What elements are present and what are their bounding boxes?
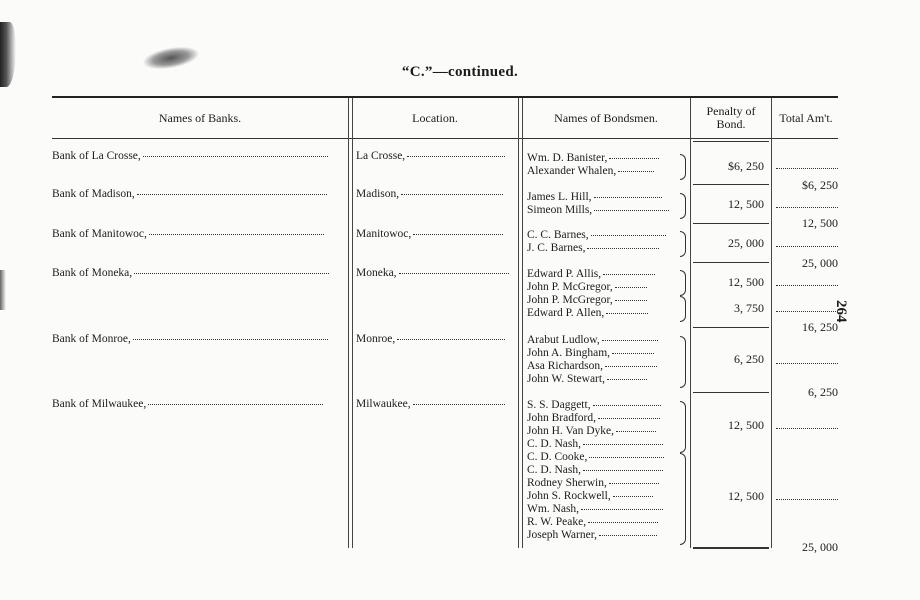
bondsman: Joseph Warner, <box>527 529 657 541</box>
penalty-value: 3, 750 <box>734 301 764 315</box>
total-value: 16, 250 <box>802 320 838 334</box>
bank-name: Bank of Manitowoc, <box>52 228 147 240</box>
column-divider <box>348 98 353 548</box>
bank-name: Bank of La Crosse, <box>52 150 141 162</box>
bondsman: John P. McGregor, <box>527 281 647 293</box>
bondsman: C. C. Barnes, <box>527 229 666 241</box>
group-brace <box>680 336 686 388</box>
total-value: $6, 250 <box>802 178 838 192</box>
bondsman: C. D. Nash, <box>527 438 663 450</box>
bondsman: James L. Hill, <box>527 191 662 203</box>
bank-location: Moneka, <box>356 267 397 279</box>
page-number: 264 <box>833 300 849 323</box>
bondsman: Edward P. Allen, <box>527 307 648 319</box>
column-divider <box>771 98 772 548</box>
header-names-of-bondsmen: Names of Bondsmen. <box>554 110 658 125</box>
bondsman: C. D. Nash, <box>527 464 663 476</box>
bondsman: John A. Bingham, <box>527 347 654 359</box>
header-location: Location. <box>412 110 458 125</box>
group-brace <box>680 296 686 322</box>
bondsman: John S. Rockwell, <box>527 490 653 502</box>
bondsman: Rodney Sherwin, <box>527 477 659 489</box>
penalty-value: 6, 250 <box>734 352 764 366</box>
bondsman: Asa Richardson, <box>527 360 657 372</box>
header-total: Total Am't. <box>779 110 833 125</box>
location-row <box>356 398 505 410</box>
bondsman: R. W. Peake, <box>527 516 658 528</box>
penalty-value: 12, 500 <box>728 489 764 503</box>
bank-row <box>52 398 323 410</box>
group-brace <box>680 193 686 219</box>
bank-row <box>52 150 328 162</box>
bank-row <box>52 188 327 200</box>
penalty-value: $6, 250 <box>728 159 764 173</box>
bondsman: Edward P. Allis, <box>527 268 655 280</box>
bank-row <box>52 333 328 345</box>
group-brace <box>680 401 686 453</box>
bank-name: Bank of Milwaukee, <box>52 398 147 410</box>
group-brace <box>680 453 686 545</box>
bondsman: Wm. D. Banister, <box>527 152 659 164</box>
location-row <box>356 267 509 279</box>
bank-name: Bank of Madison, <box>52 188 135 200</box>
page-title: “C.”—continued. <box>401 64 519 80</box>
scan-smudge <box>0 270 6 310</box>
bank-location: Manitowoc, <box>356 228 412 240</box>
bondsman: Arabut Ludlow, <box>527 334 658 346</box>
bondsman: Wm. Nash, <box>527 503 663 515</box>
location-row <box>356 333 505 345</box>
group-brace <box>680 154 686 180</box>
bondsman: J. C. Barnes, <box>527 242 659 254</box>
bank-name: Bank of Monroe, <box>52 333 131 345</box>
bondsman: Simeon Mills, <box>527 204 669 216</box>
column-divider <box>518 98 523 548</box>
penalty-value: 25, 000 <box>728 236 764 250</box>
bondsman: John W. Stewart, <box>527 373 647 385</box>
location-row <box>356 188 503 200</box>
bank-name: Bank of Moneka, <box>52 267 133 279</box>
location-row <box>356 150 505 162</box>
total-value: 25, 000 <box>802 540 838 554</box>
group-brace <box>680 231 686 257</box>
bank-row <box>52 228 324 240</box>
header-penalty-line2: Bond. <box>716 117 746 131</box>
bondsman: Alexander Whalen, <box>527 165 654 177</box>
location-row <box>356 228 503 240</box>
table-header-rule <box>52 138 838 139</box>
total-value: 12, 500 <box>802 216 838 230</box>
total-value: 6, 250 <box>808 385 838 399</box>
bondsman: S. S. Daggett, <box>527 399 661 411</box>
bondsman: John Bradford, <box>527 412 660 424</box>
total-value: 25, 000 <box>802 256 838 270</box>
bank-location: La Crosse, <box>356 150 406 162</box>
bank-location: Monroe, <box>356 333 396 345</box>
bondsman: John P. McGregor, <box>527 294 647 306</box>
column-divider <box>690 98 691 548</box>
header-names-of-banks: Names of Banks. <box>158 110 242 125</box>
bank-location: Milwaukee, <box>356 398 411 410</box>
header-penalty-line1: Penalty of <box>706 104 756 118</box>
bank-location: Madison, <box>356 188 400 200</box>
bondsman: C. D. Cooke, <box>527 451 664 463</box>
bank-row <box>52 267 329 279</box>
penalty-value: 12, 500 <box>728 197 764 211</box>
penalty-value: 12, 500 <box>728 418 764 432</box>
group-brace <box>680 270 686 296</box>
bondsman: John H. Van Dyke, <box>527 425 656 437</box>
penalty-value: 12, 500 <box>728 275 764 289</box>
header-penalty <box>691 98 771 138</box>
